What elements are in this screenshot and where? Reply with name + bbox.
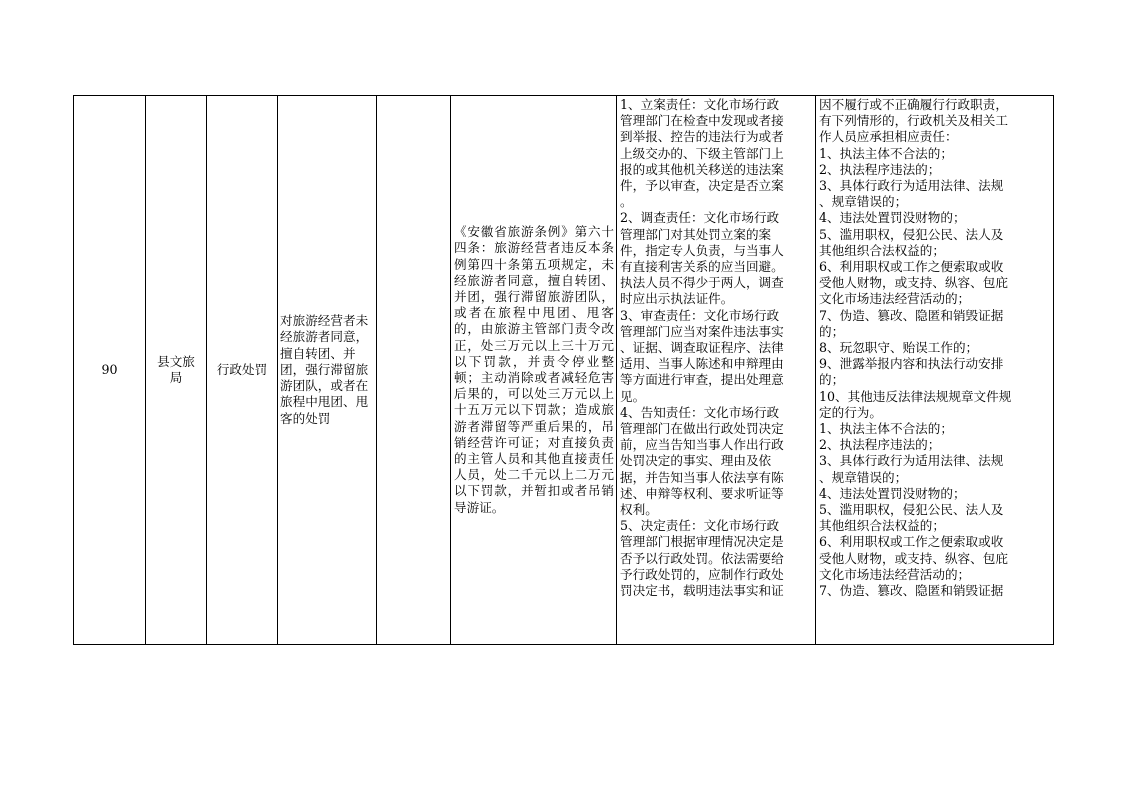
- accountability-line: 2、执法程序违法的；: [819, 161, 941, 177]
- category-cell: [207, 96, 278, 645]
- accountability-line: 4、违法处置罚没财物的；: [819, 210, 966, 226]
- responsibility-line: 时应出示执法证件。: [620, 291, 734, 307]
- department-name: 县文旅局: [157, 353, 195, 385]
- accountability-line: 7、伪造、篡改、隐匿和销毁证据: [819, 307, 1004, 323]
- accountability-line: 4、违法处置罚没财物的；: [819, 485, 966, 501]
- power-category: 行政处罚: [216, 361, 268, 377]
- accountability-line: 文化市场违法经营活动的；: [819, 566, 971, 582]
- accountability-line: 其他组织合法权益的；: [819, 242, 945, 258]
- responsibility-line: 见。: [620, 388, 646, 404]
- responsibility-line: 予行政处罚的，应制作行政处: [620, 566, 784, 582]
- responsibility-line: 管理部门根据审理情况决定是: [620, 534, 784, 550]
- accountability-line: 5、滥用职权，侵犯公民、法人及: [819, 502, 1004, 518]
- responsibility-cell: [617, 96, 816, 645]
- responsibility-line: 上级交办的、下级主管部门上: [620, 145, 784, 161]
- basis-cell: [451, 96, 617, 645]
- accountability-line: 、规章错误的；: [819, 194, 908, 210]
- accountability-line: 1、执法主体不合法的；: [819, 421, 953, 437]
- accountability-line: 7、伪造、篡改、隐匿和销毁证据: [819, 583, 1004, 599]
- accountability-line: 5、滥用职权，侵犯公民、法人及: [819, 226, 1004, 242]
- responsibility-line: 据，并告知当事人依法享有陈: [620, 469, 784, 485]
- responsibility-line: 处罚决定的事实、理由及依: [620, 453, 772, 469]
- accountability-line: 8、玩忽职守、贻误工作的；: [819, 340, 979, 356]
- number-cell: [74, 96, 146, 645]
- table-row: [74, 96, 1054, 645]
- sub-item-cell: [377, 96, 451, 645]
- power-item-name: 对旅游经营者未经旅游者同意，擅自转团、并团，强行滞留旅游团队，或者在旅程中甩团、甩客的处罚: [280, 313, 369, 426]
- accountability-line: 9、泄露举报内容和执法行动安排: [819, 356, 1004, 372]
- accountability-line: 定的行为。: [819, 404, 882, 420]
- responsibility-line: 执法人员不得少于两人，调查: [620, 275, 784, 291]
- responsibility-line: 、证据、调查取证程序、法律: [620, 340, 784, 356]
- accountability-line: 文化市场违法经营活动的；: [819, 291, 971, 307]
- accountability-text: [816, 96, 1053, 599]
- responsibility-line: 管理部门在做出行政处罚决定: [620, 421, 784, 437]
- responsibility-line: 管理部门应当对案件违法事实: [620, 323, 784, 339]
- accountability-line: 3、具体行政行为适用法律、法规: [819, 178, 1004, 194]
- responsibility-line: 4、告知责任：文化市场行政: [620, 404, 780, 420]
- accountability-cell: [816, 96, 1054, 645]
- responsibility-line: 等方面进行审查，提出处理意: [620, 372, 784, 388]
- accountability-line: 的；: [819, 372, 845, 388]
- responsibility-line: 件，指定专人负责，与当事人: [620, 242, 784, 258]
- item-name-cell: [278, 96, 377, 645]
- accountability-line: 6、利用职权或工作之便索取或收: [819, 259, 1004, 275]
- accountability-line: 其他组织合法权益的；: [819, 518, 945, 534]
- responsibility-line: 3、审查责任：文化市场行政: [620, 307, 780, 323]
- responsibility-line: 前，应当告知当事人作出行政: [620, 437, 784, 453]
- responsibility-line: 有直接利害关系的应当回避。: [620, 259, 784, 275]
- responsibility-line: 。: [620, 194, 633, 210]
- responsibility-line: 5、决定责任：文化市场行政: [620, 518, 780, 534]
- accountability-line: 受他人财物，或支持、纵容、包庇: [819, 275, 1008, 291]
- responsibility-line: 报的或其他机关移送的违法案: [620, 161, 784, 177]
- responsibility-line: 述、申辩等权利、要求听证等: [620, 485, 784, 501]
- responsibility-line: 管理部门对其处罚立案的案: [620, 226, 772, 242]
- power-list-table: [73, 95, 1054, 645]
- accountability-line: 10、其他违反法律法规规章文件规: [819, 388, 1012, 404]
- accountability-line: 、规章错误的；: [819, 469, 908, 485]
- accountability-line: 作人员应承担相应责任：: [819, 129, 958, 145]
- accountability-line: 有下列情形的，行政机关及相关工: [819, 113, 1008, 129]
- responsibility-line: 2、调查责任：文化市场行政: [620, 210, 780, 226]
- accountability-line: 的；: [819, 323, 845, 339]
- legal-basis: 《安徽省旅游条例》第六十四条：旅游经营者违反本条例第四十条第五项规定，未经旅游者同意，擅自转团、并团，强行滞留旅游团队，或者在旅程中甩团、甩客的，由旅游主管部门责令改正，处三万元以上三十万元以下罚款，并责令停业整顿；主动消除或者减轻危害后果的，可以处三万元以上十五万元以下罚款；造成旅游者滞留等严重后果的，吊销经营许可证；对直接负责的主管人员和其他直接责任人员，处二千元以上二万元以下罚款，并暂扣或者吊销导游证。: [454, 224, 614, 515]
- accountability-line: 6、利用职权或工作之便索取或收: [819, 534, 1004, 550]
- department-cell: [146, 96, 207, 645]
- accountability-line: 因不履行或不正确履行行政职责，: [819, 97, 1008, 112]
- responsibility-line: 到举报、控告的违法行为或者: [620, 129, 784, 145]
- accountability-line: 受他人财物，或支持、纵容、包庇: [819, 550, 1008, 566]
- responsibility-line: 件，予以审查，决定是否立案: [620, 178, 784, 194]
- responsibility-line: 适用、当事人陈述和申辩理由: [620, 356, 784, 372]
- responsibility-line: 权利。: [620, 502, 658, 518]
- accountability-line: 1、执法主体不合法的；: [819, 145, 953, 161]
- responsibility-line: 管理部门在检查中发现或者接: [620, 113, 784, 129]
- responsibility-line: 否予以行政处罚。依法需要给: [620, 550, 784, 566]
- accountability-line: 3、具体行政行为适用法律、法规: [819, 453, 1004, 469]
- responsibility-line: 罚决定书，载明违法事实和证: [620, 583, 784, 599]
- responsibility-line: 1、立案责任：文化市场行政: [620, 97, 780, 112]
- responsibility-text: [617, 96, 815, 599]
- accountability-line: 2、执法程序违法的；: [819, 437, 941, 453]
- item-number: 90: [101, 361, 118, 377]
